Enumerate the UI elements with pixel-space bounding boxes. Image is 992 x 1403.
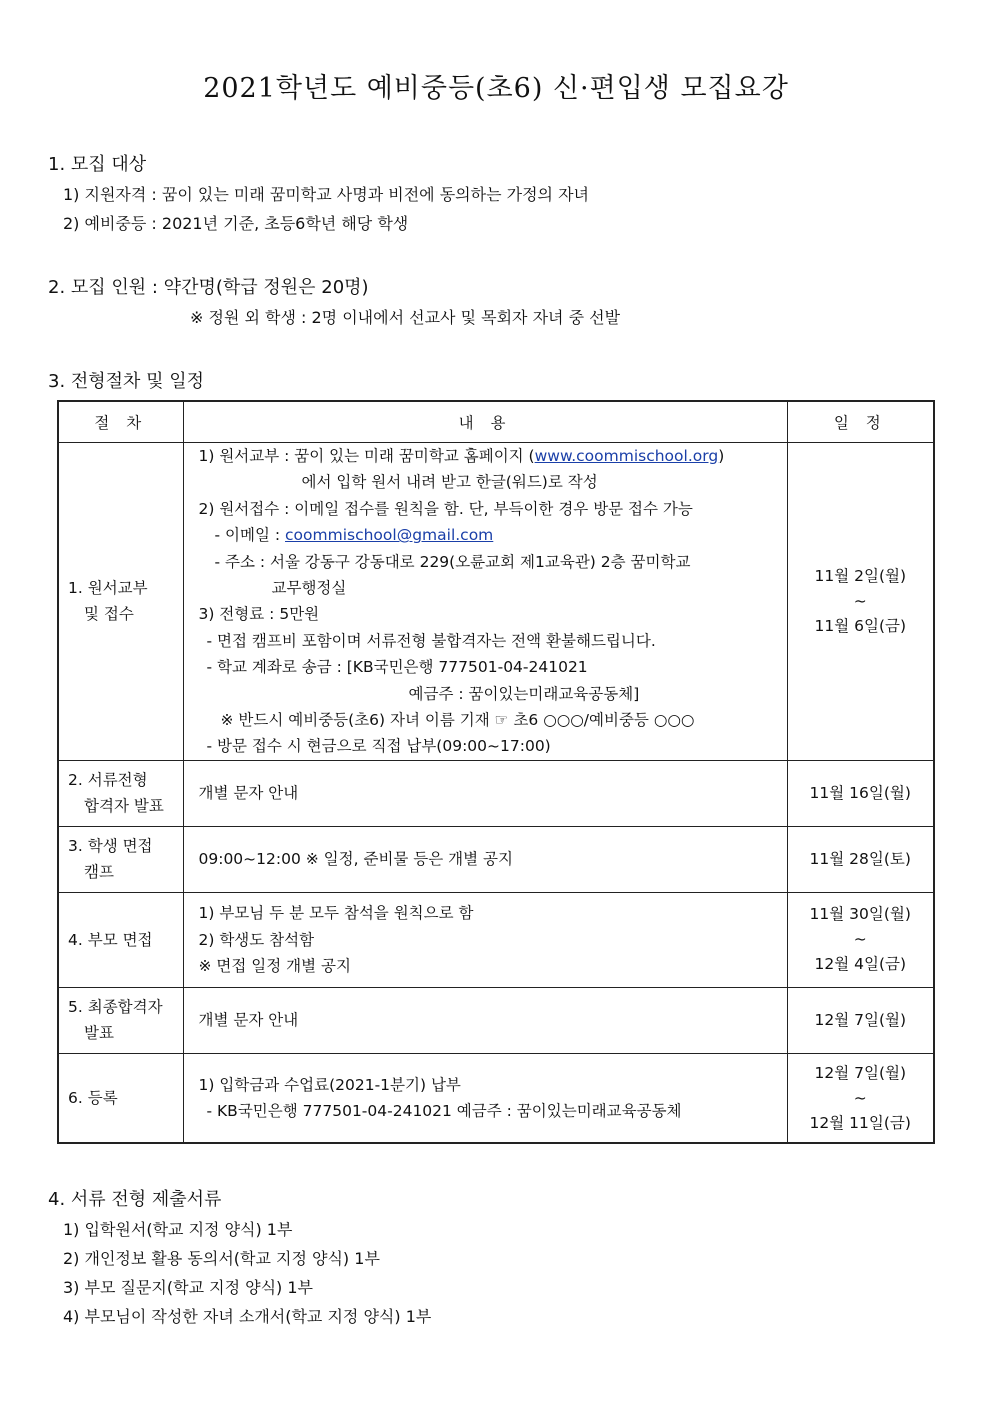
content-cell <box>183 760 787 826</box>
date-cell <box>787 760 934 826</box>
date-end: 12월 4일(금) <box>814 955 907 974</box>
step-cell <box>58 987 183 1053</box>
table-row <box>58 987 934 1053</box>
date-text: 11월 16일(월) <box>809 783 911 802</box>
date-cell <box>787 826 934 892</box>
content-line: 1) 입학금과 수업료(2021-1분기) 납부 <box>198 1075 461 1094</box>
step-label: 및 접수 <box>84 605 134 624</box>
header-date: 일 정 <box>787 401 934 443</box>
date-cell <box>787 1053 934 1143</box>
table-row <box>58 443 934 761</box>
content-line: 개별 문자 안내 <box>198 784 299 803</box>
table-row <box>58 826 934 892</box>
content-line: 1) 원서교부 : 꿈이 있는 미래 꿈미학교 홈페이지 ( <box>198 447 535 465</box>
content-line: - 면접 캠프비 포함이며 서류전형 불합격자는 전액 환불해드립니다. <box>206 631 656 650</box>
content-line: 1) 부모님 두 분 모두 참석을 원칙으로 함 <box>198 904 474 923</box>
table-header-row <box>58 401 934 443</box>
date-cell <box>787 443 934 761</box>
step-cell <box>58 892 183 987</box>
step-label: 6. 등록 <box>68 1089 118 1108</box>
content-line: - 이메일 : <box>214 526 286 545</box>
table-row <box>58 1053 934 1143</box>
content-line: 개별 문자 안내 <box>198 1011 299 1030</box>
email-link[interactable]: coommischool@gmail.com <box>285 526 494 545</box>
page-title: 2021학년도 예비중등(초6) 신·편입생 모집요강 <box>203 73 789 104</box>
step-label: 합격자 발표 <box>84 797 164 816</box>
date-start: 11월 2일(월) <box>814 566 907 585</box>
content-line: - 방문 접수 시 현금으로 직접 납부(09:00~17:00) <box>206 737 551 756</box>
content-line: 3) 전형료 : 5만원 <box>198 605 320 624</box>
date-end: 12월 11일(금) <box>809 1113 911 1132</box>
eligibility-item: 1) 지원자격 : 꿈이 있는 미래 꿈미학교 사명과 비전에 동의하는 가정의 자녀 <box>63 185 589 204</box>
content-line: 2) 원서접수 : 이메일 접수를 원칙을 함. 단, 부득이한 경우 방문 접수 가능 <box>198 499 693 518</box>
table-row <box>58 892 934 987</box>
header-content: 내 용 <box>183 401 787 443</box>
section-heading-schedule: 3. 전형절차 및 일정 <box>48 371 205 392</box>
date-cell <box>787 987 934 1053</box>
date-end: 11월 6일(금) <box>814 616 907 635</box>
header-step: 절 차 <box>58 401 183 443</box>
document-item: 2) 개인정보 활용 동의서(학교 지정 양식) 1부 <box>63 1249 380 1268</box>
date-text: 12월 7일(월) <box>814 1010 907 1029</box>
table-row <box>58 760 934 826</box>
step-cell <box>58 1053 183 1143</box>
date-separator: ~ <box>853 1088 867 1107</box>
content-line: 교무행정실 <box>271 579 347 598</box>
content-line: 2) 학생도 참석함 <box>198 930 315 949</box>
date-text: 11월 28일(토) <box>809 849 911 868</box>
recruit-note: ※ 정원 외 학생 : 2명 이내에서 선교사 및 목회자 자녀 중 선발 <box>190 308 621 327</box>
step-label: 5. 최종합격자 <box>68 998 163 1017</box>
document-item: 1) 입학원서(학교 지정 양식) 1부 <box>63 1220 293 1239</box>
section-heading-documents: 4. 서류 전형 제출서류 <box>48 1189 222 1210</box>
content-cell <box>183 443 787 761</box>
date-separator: ~ <box>853 930 867 949</box>
content-cell <box>183 892 787 987</box>
section-heading-recruit-target: 1. 모집 대상 <box>48 154 147 175</box>
content-cell <box>183 987 787 1053</box>
step-label: 발표 <box>84 1024 114 1043</box>
date-cell <box>787 892 934 987</box>
date-start: 11월 30일(월) <box>809 905 911 924</box>
content-line: ※ 반드시 예비중등(초6) 자녀 이름 기재 ☞ 초6 ○○○/예비중등 ○○○ <box>220 711 695 730</box>
content-line: - 주소 : 서울 강동구 강동대로 229(오륜교회 제1교육관) 2층 꿈미학교 <box>214 552 691 571</box>
content-line: 예금주 : 꿈이있는미래교육공동체] <box>408 684 640 703</box>
content-cell <box>183 1053 787 1143</box>
content-line: 09:00~12:00 ※ 일정, 준비물 등은 개별 공지 <box>198 850 514 869</box>
homepage-link[interactable]: www.coommischool.org <box>534 447 719 465</box>
content-cell <box>183 826 787 892</box>
step-cell <box>58 826 183 892</box>
step-label: 3. 학생 면접 <box>68 837 153 856</box>
content-line: - KB국민은행 777501-04-241021 예금주 : 꿈이있는미래교육공동체 <box>206 1102 682 1121</box>
document-item: 4) 부모님이 작성한 자녀 소개서(학교 지정 양식) 1부 <box>63 1307 432 1326</box>
content-line: 에서 입학 원서 내려 받고 한글(워드)로 작성 <box>301 473 598 492</box>
step-cell <box>58 760 183 826</box>
step-label: 캠프 <box>84 863 114 882</box>
document-item: 3) 부모 질문지(학교 지정 양식) 1부 <box>63 1278 313 1297</box>
date-separator: ~ <box>853 591 867 610</box>
step-label: 1. 원서교부 <box>68 579 148 598</box>
step-cell <box>58 443 183 761</box>
schedule-table <box>57 400 935 1144</box>
pre-middle-item: 2) 예비중등 : 2021년 기준, 초등6학년 해당 학생 <box>63 214 409 233</box>
section-heading-recruit-count: 2. 모집 인원 : 약간명(학급 정원은 20명) <box>48 277 369 298</box>
content-line: ※ 면접 일정 개별 공지 <box>198 957 351 976</box>
content-line: ) <box>718 447 725 465</box>
step-label: 4. 부모 면접 <box>68 930 153 949</box>
content-line: - 학교 계좌로 송금 : [KB국민은행 777501-04-241021 <box>206 658 588 677</box>
step-label: 2. 서류전형 <box>68 771 148 790</box>
date-start: 12월 7일(월) <box>814 1063 907 1082</box>
